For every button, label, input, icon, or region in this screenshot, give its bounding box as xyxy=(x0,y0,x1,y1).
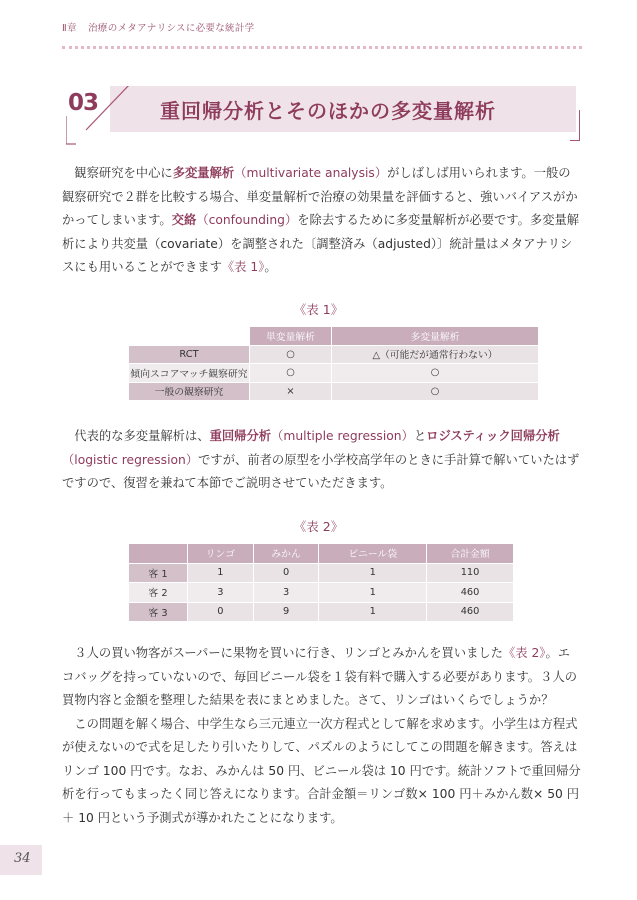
table-1-header-row xyxy=(129,327,539,346)
table-2-col-mikan: みかん xyxy=(253,544,319,564)
paragraph-2-text-b: と xyxy=(413,429,427,443)
table-2-col-plastic-bag: ビニール袋 xyxy=(319,544,427,564)
table-1-col-multivariate: 多変量解析 xyxy=(332,327,539,346)
table-row xyxy=(129,563,514,583)
paragraph-3-text-a: ３人の買い物客がスーパーに果物を買いに行き、リンゴとみかんを買いました xyxy=(74,646,503,660)
paragraph-3-text-b: 。エコバッグを持っていないので、毎回ビニール袋を１袋有料で購入する必要があります。３人の買物内容と金額を整理した結果を表にまとめました。さて、リンゴはいくらでしょうか？ xyxy=(62,646,577,707)
paragraph-2 xyxy=(62,425,582,496)
keyword-multiple-regression: 重回帰分析 xyxy=(209,429,272,443)
term-multivariate-analysis: （multivariate analysis） xyxy=(234,166,388,180)
table-1-col-univariate: 単変量解析 xyxy=(250,327,332,346)
table-cell: 1 xyxy=(319,583,427,603)
table-1-corner xyxy=(129,327,250,346)
table-2-corner xyxy=(129,544,188,564)
table-2 xyxy=(128,543,514,622)
table-1-caption: 《表 1》 xyxy=(293,302,344,317)
term-multiple-regression: （multiple regression） xyxy=(271,429,414,443)
table-cell: 0 xyxy=(253,563,319,583)
term-confounding: （confounding） xyxy=(196,213,298,227)
table-2-row-label: 客 3 xyxy=(129,602,188,622)
table-2-row-label: 客 2 xyxy=(129,583,188,603)
table-1-reference[interactable]: 《表 1》 xyxy=(221,260,265,274)
table-row xyxy=(129,345,539,364)
keyword-multivariate-analysis: 多変量解析 xyxy=(172,166,235,180)
table-cell: × xyxy=(250,382,332,401)
header-dotted-rule xyxy=(62,46,582,49)
table-1-row-label: 一般の観察研究 xyxy=(129,382,250,401)
running-header xyxy=(62,20,254,34)
section-number: 03 xyxy=(68,90,99,116)
table-1-row-label: RCT xyxy=(129,345,250,364)
table-1 xyxy=(128,326,539,401)
section-corner-bracket xyxy=(570,110,580,141)
table-2-caption: 《表 2》 xyxy=(293,519,344,534)
table-row xyxy=(129,382,539,401)
table-cell: ○ xyxy=(250,345,332,364)
section-title: 重回帰分析とそのほかの多変量解析 xyxy=(160,99,496,123)
table-2-col-total: 合計金額 xyxy=(427,544,514,564)
page-number: 34 xyxy=(14,851,31,866)
keyword-logistic-regression: ロジスティック回帰分析 xyxy=(426,429,560,443)
paragraph-4: この問題を解く場合、中学生なら三元連立一次方程式として解を求めます。小学生は方程式が使えないので式を足したり引いたりして、パズルのようにしてこの問題を解きます。答えはリンゴ 100 円です。なお、みかんは 50 円、ビニール袋は 10 円です。統計ソフトで重回帰分析を行ってもまったく同じ答えになります。合計金額＝リンゴ数× 100 円＋みかん数× 50 円＋ 10 円という予測式が導かれたことになります。 xyxy=(62,716,581,825)
paragraph-1 xyxy=(62,162,582,280)
chapter-label: Ⅱ章 xyxy=(62,23,77,34)
table-cell: ○ xyxy=(332,364,539,383)
paragraph-2-text-a: 代表的な多変量解析は、 xyxy=(74,429,210,443)
paragraph-3 xyxy=(62,642,582,713)
table-cell: 9 xyxy=(253,602,319,622)
table-cell: 460 xyxy=(427,583,514,603)
table-cell: 110 xyxy=(427,563,514,583)
table-cell: △（可能だが通常行わない） xyxy=(332,345,539,364)
table-cell: ○ xyxy=(250,364,332,383)
table-cell: 1 xyxy=(188,563,254,583)
table-row xyxy=(129,364,539,383)
table-2-header-row xyxy=(129,544,514,564)
paragraph-3-4 xyxy=(62,642,582,830)
table-2-col-apple: リンゴ xyxy=(188,544,254,564)
table-row xyxy=(129,583,514,603)
table-cell: 460 xyxy=(427,602,514,622)
term-logistic-regression: （logistic regression） xyxy=(62,452,199,467)
paragraph-1-text-c: を除去するために多変量解析が必要です。多変量解析により共変量（covariate）を調整された〔調整済み（adjusted）〕統計量はメタアナリシスにも用いることができます xyxy=(62,213,580,274)
chapter-title: 治療のメタアナリシスに必要な統計学 xyxy=(88,23,255,34)
paragraph-1-text-a: 観察研究を中心に xyxy=(74,166,173,180)
table-cell: 1 xyxy=(319,602,427,622)
table-row xyxy=(129,602,514,622)
table-cell: 1 xyxy=(319,563,427,583)
paragraph-2-text-c: ですが、前者の原型を小学校高学年のときに手計算で解いていたはずですので、復習を兼ねて本節でご説明させていただきます。 xyxy=(62,452,580,490)
table-cell: 3 xyxy=(188,583,254,603)
table-cell: 3 xyxy=(253,583,319,603)
table-2-reference[interactable]: 《表 2》 xyxy=(502,646,546,660)
table-1-row-label: 傾向スコアマッチ観察研究 xyxy=(129,364,250,383)
table-2-row-label: 客 1 xyxy=(129,563,188,583)
section-heading xyxy=(66,86,576,132)
paragraph-1-text-b: がしばしば用いられます。一般の観察研究で２群を比較する場合、単変量解析で治療の効果量を評価すると、強いバイアスがかかってしまいます。 xyxy=(62,166,578,227)
paragraph-1-text-d: 。 xyxy=(264,260,277,274)
table-cell: ○ xyxy=(332,382,539,401)
table-cell: 0 xyxy=(188,602,254,622)
keyword-confounding: 交絡 xyxy=(171,213,197,227)
